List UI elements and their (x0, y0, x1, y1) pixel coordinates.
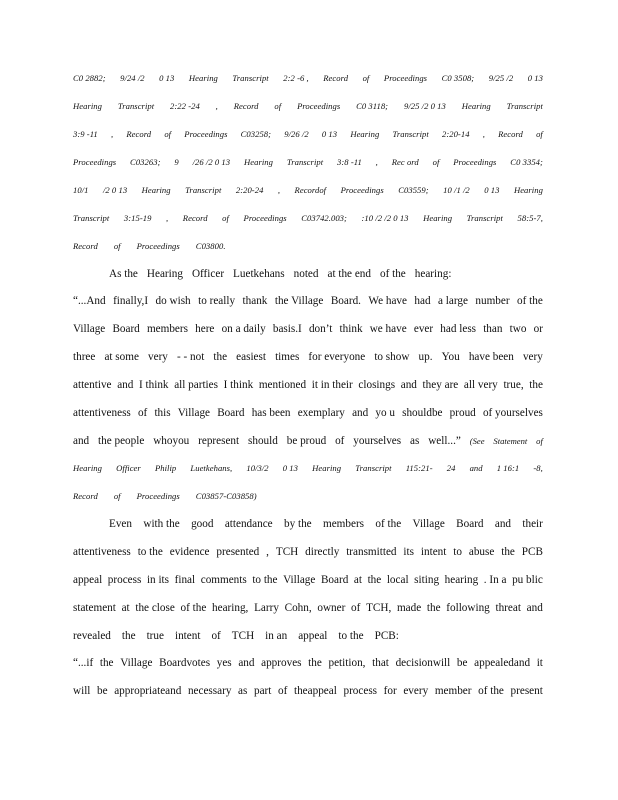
word: presented (216, 546, 260, 558)
quote-line (73, 351, 543, 363)
word: 9/24 /2 (120, 73, 145, 83)
word: of (211, 630, 221, 642)
word: to really (198, 295, 236, 307)
paragraph-line (73, 574, 543, 586)
word: they are (422, 379, 459, 391)
word: threat (495, 602, 521, 614)
word: , (215, 101, 218, 111)
word: Rec ord (391, 157, 419, 167)
word: will (73, 685, 91, 697)
word: transmitted (346, 546, 397, 558)
word: the (308, 657, 322, 669)
word: 115:21- (405, 463, 433, 473)
word: of (536, 129, 543, 139)
word: number (475, 295, 510, 307)
word: theappeal (293, 685, 337, 697)
word: 58:5-7, (517, 213, 543, 223)
word: -8, (533, 463, 543, 473)
word: Hearing (350, 129, 380, 139)
word: You (441, 351, 460, 363)
word: Record (73, 241, 98, 251)
word: attentive (73, 379, 112, 391)
word: the (426, 602, 441, 614)
word: Recordof (294, 185, 327, 195)
word: every (403, 685, 429, 697)
paragraph-line (73, 657, 543, 669)
word: process (343, 685, 378, 697)
word: that (372, 657, 389, 669)
word: Proceedings (453, 157, 497, 167)
word: :10 /2 /2 0 13 (361, 213, 409, 223)
word: this (154, 407, 171, 419)
citation-word: (See (469, 436, 485, 446)
word: Transcript (286, 157, 324, 167)
word: think (339, 323, 363, 335)
word: hearing (444, 574, 479, 586)
word: C0 3118; (356, 101, 389, 111)
word: C0 2882; (73, 73, 106, 83)
word: two (509, 323, 527, 335)
word: Luetkehans (233, 268, 285, 280)
word: 10/3/2 (246, 463, 269, 473)
word: to the (252, 574, 278, 586)
word: at (121, 602, 130, 614)
word: yourselves (353, 435, 402, 447)
word: thank (242, 295, 268, 307)
word: abuse (468, 546, 495, 558)
word: Larry (254, 602, 279, 614)
word: Record (233, 101, 259, 111)
word: We have (368, 295, 407, 307)
word: 0 13 (321, 129, 338, 139)
word: owner (317, 602, 346, 614)
word: Officer (116, 463, 141, 473)
quote-line (73, 295, 543, 307)
word: shouldbe (402, 407, 443, 419)
word: the (213, 351, 228, 363)
word: and (526, 602, 543, 614)
word: hearing: (414, 268, 452, 280)
word: three (73, 351, 96, 363)
word: following (446, 602, 490, 614)
word: of (432, 157, 440, 167)
word: finally,I (113, 295, 149, 307)
word: Hearing (146, 268, 183, 280)
word: of (278, 685, 288, 697)
word: , (266, 546, 269, 558)
word: approves (261, 657, 302, 669)
word: , (375, 157, 378, 167)
paragraph-line (73, 685, 543, 697)
word: petition, (328, 657, 366, 669)
word: Board. (330, 295, 361, 307)
word: has been (251, 407, 291, 419)
word: C03800. (195, 241, 226, 251)
word: Board (217, 407, 245, 419)
word: 2:22 -24 (170, 101, 200, 111)
word: in its (146, 574, 170, 586)
word: Hearing (513, 185, 543, 195)
word: , (277, 185, 281, 195)
word: Record (182, 213, 208, 223)
word: the (121, 630, 136, 642)
citation-line (73, 101, 543, 111)
word: times (275, 351, 300, 363)
word: and (400, 379, 417, 391)
word: Hearing (243, 157, 273, 167)
word: Proceedings (73, 157, 117, 167)
word: at some (104, 351, 139, 363)
intro-line (109, 268, 452, 280)
word: Board (456, 518, 484, 530)
quote-line (73, 379, 543, 391)
word: 2:20-24 (235, 185, 264, 195)
word: 9/25 /2 (488, 73, 514, 83)
word: , (166, 213, 169, 223)
word: 3:9 -11 (73, 129, 98, 139)
word: pu blic (512, 574, 543, 586)
word: Luetkehans, (190, 463, 233, 473)
word: yo u (375, 407, 395, 419)
word: than (483, 323, 503, 335)
word: evidence (169, 546, 210, 558)
word: the Village (274, 295, 324, 307)
word: /2 0 13 (102, 185, 128, 195)
word: Proceedings (243, 213, 287, 223)
word: Even (109, 518, 132, 530)
word: and (238, 657, 255, 669)
word: C03263; (130, 157, 161, 167)
word: members (146, 323, 188, 335)
word: intent (420, 546, 447, 558)
word: PCB: (374, 630, 399, 642)
word: at (353, 574, 362, 586)
citation-line (73, 129, 543, 139)
word: TCH, (366, 602, 392, 614)
word: Transcript (466, 213, 503, 223)
word: and (469, 463, 483, 473)
word: Hearing (73, 463, 102, 473)
citation-line (73, 73, 543, 83)
word: siting (414, 574, 440, 586)
paragraph-line (109, 518, 543, 530)
word: of (222, 213, 229, 223)
word: Hearing (423, 213, 453, 223)
word: well...” (428, 435, 461, 447)
quote-citation-line (73, 463, 543, 473)
word: decisionwill (395, 657, 451, 669)
word: C0 3354; (510, 157, 543, 167)
word: C03857-C03858) (195, 491, 257, 501)
word: proud (449, 407, 476, 419)
word: attentiveness (73, 407, 131, 419)
word: whoyou (153, 435, 190, 447)
word: of the (379, 268, 406, 280)
word: revealed (73, 630, 111, 642)
word: Philip (154, 463, 177, 473)
word: of (113, 241, 121, 251)
word: as (238, 685, 248, 697)
word: true, (503, 379, 524, 391)
word: 2:2 -6 , (283, 73, 309, 83)
word: 10/1 (73, 185, 89, 195)
word: and (494, 518, 512, 530)
word: As the (109, 268, 138, 280)
word: up. (418, 351, 433, 363)
word: and (117, 379, 134, 391)
citation-word: of (536, 436, 543, 446)
word: the close (135, 602, 175, 614)
word: of the (517, 295, 543, 307)
paragraph-line (73, 602, 543, 614)
word: Record (126, 129, 152, 139)
word: as (410, 435, 420, 447)
word: yes (216, 657, 232, 669)
word: of the (180, 602, 207, 614)
word: of (137, 407, 148, 419)
word: Hearing (73, 101, 102, 111)
word: be proud (286, 435, 327, 447)
word: we have (369, 323, 407, 335)
word: good (191, 518, 214, 530)
word: PCB (521, 546, 543, 558)
word: I think (223, 379, 254, 391)
quote-citation-line (73, 491, 543, 501)
word: 9/26 /2 (284, 129, 309, 139)
word: of the (478, 685, 504, 697)
word: for everyone (308, 351, 366, 363)
word: Transcript (73, 213, 110, 223)
word: Record (323, 73, 349, 83)
word: should (248, 435, 278, 447)
word: Cohn, (284, 602, 312, 614)
word: Board (112, 323, 140, 335)
word: very (522, 351, 543, 363)
word: 2:20-14 (441, 129, 470, 139)
word: Transcript (355, 463, 392, 473)
word: - - not (176, 351, 205, 363)
word: Hearing (141, 185, 171, 195)
word: 9/25 /2 0 13 (403, 101, 446, 111)
word: Village (120, 657, 153, 669)
word: attentiveness (73, 546, 131, 558)
word: of (164, 129, 172, 139)
word: Proceedings (383, 73, 428, 83)
word: it (536, 657, 543, 669)
word: TCH (275, 546, 299, 558)
word: had (414, 295, 431, 307)
word: appeal (298, 630, 328, 642)
word: its (403, 546, 414, 558)
word: Hearing (461, 101, 491, 111)
word: “...if (73, 657, 94, 669)
word: present (510, 685, 543, 697)
word: have been (468, 351, 514, 363)
word: Boardvotes (159, 657, 211, 669)
word: Proceedings (184, 129, 228, 139)
word: directly (305, 546, 340, 558)
word: Transcript (232, 73, 269, 83)
word: ever (413, 323, 434, 335)
word: statement (73, 602, 116, 614)
word: Officer (191, 268, 225, 280)
word: Proceedings (136, 491, 180, 501)
word: Board (320, 574, 349, 586)
word: Village (73, 323, 106, 335)
word: Village (177, 407, 211, 419)
word: , (482, 129, 485, 139)
word: mentioned (258, 379, 307, 391)
word: had less (440, 323, 477, 335)
word: appropriateand (114, 685, 182, 697)
word: the (529, 379, 543, 391)
word: part (254, 685, 272, 697)
citation-line (73, 157, 543, 167)
word: represent (198, 435, 240, 447)
quote-end-line (73, 435, 543, 447)
word: 0 13 (159, 73, 175, 83)
word: here (195, 323, 215, 335)
word: TCH (231, 630, 255, 642)
word: very (148, 351, 168, 363)
word: on a daily (221, 323, 266, 335)
word: of (113, 491, 121, 501)
word: “...And (73, 295, 106, 307)
word: 0 13 (527, 73, 543, 83)
word: true (146, 630, 164, 642)
quote-line (73, 323, 543, 335)
word: for (383, 685, 397, 697)
word: 3:8 -11 (337, 157, 362, 167)
word: , (110, 129, 114, 139)
word: 1 16:1 (496, 463, 520, 473)
word: members (323, 518, 365, 530)
word: /26 /2 0 13 (192, 157, 231, 167)
word: appeal (73, 574, 103, 586)
word: to (453, 546, 462, 558)
word: Village (412, 518, 445, 530)
word: Hearing (312, 463, 342, 473)
word: hearing, (212, 602, 249, 614)
word: final (174, 574, 196, 586)
word: 3:15-19 (123, 213, 152, 223)
word: Record (73, 491, 98, 501)
paragraph-line (73, 630, 543, 642)
citation-line (73, 213, 543, 223)
word: exemplary (297, 407, 345, 419)
word: Transcript (185, 185, 222, 195)
word: C03742.003; (301, 213, 347, 223)
word: the (501, 546, 515, 558)
word: Transcript (117, 101, 155, 111)
word: . In a (483, 574, 507, 586)
word: process (107, 574, 142, 586)
word: in an (265, 630, 288, 642)
citation-word: Statement (493, 436, 528, 446)
word: Proceedings (297, 101, 341, 111)
word: noted (293, 268, 319, 280)
word: to the (338, 630, 364, 642)
word: to show (374, 351, 410, 363)
word: closings (358, 379, 396, 391)
word: be (97, 685, 108, 697)
word: 24 (446, 463, 456, 473)
word: of (335, 435, 345, 447)
word: Transcript (392, 129, 429, 139)
word: and (352, 407, 369, 419)
word: 0 13 (484, 185, 500, 195)
word: 0 13 (282, 463, 298, 473)
word: of yourselves (482, 407, 543, 419)
word: C03559; (398, 185, 429, 195)
word: Proceedings (136, 241, 180, 251)
word: C03258; (240, 129, 272, 139)
word: it in their (311, 379, 353, 391)
word: easiest (236, 351, 266, 363)
citation-line (73, 185, 543, 195)
word: 10 /1 /2 (443, 185, 470, 195)
word: and (73, 435, 90, 447)
citation-line (73, 241, 543, 251)
word: with the (143, 518, 180, 530)
word: by the (284, 518, 312, 530)
word: the (367, 574, 382, 586)
word: all parties (174, 379, 218, 391)
paragraph-line (73, 546, 543, 558)
word: of (274, 101, 282, 111)
word: Village (283, 574, 316, 586)
word: attendance (224, 518, 273, 530)
word: be (456, 657, 468, 669)
word: intent (174, 630, 201, 642)
word: of (351, 602, 361, 614)
word: to the (137, 546, 163, 558)
word: made (396, 602, 422, 614)
word: do wish (155, 295, 191, 307)
word: of (362, 73, 370, 83)
word: basis.I (272, 323, 302, 335)
word: a large (438, 295, 468, 307)
word: all very (463, 379, 498, 391)
word: Proceedings (340, 185, 384, 195)
word: or (533, 323, 543, 335)
word: Transcript (506, 101, 543, 111)
word: 9 (174, 157, 179, 167)
word: I think (139, 379, 169, 391)
word: of the (375, 518, 402, 530)
word: member (434, 685, 472, 697)
word: C0 3508; (441, 73, 475, 83)
word: Record (498, 129, 523, 139)
quote-line (73, 407, 543, 419)
word: the (99, 657, 114, 669)
word: appealedand (474, 657, 531, 669)
word: their (522, 518, 543, 530)
word: don’t (308, 323, 333, 335)
word: the people (98, 435, 145, 447)
word: local (386, 574, 409, 586)
word: Hearing (188, 73, 218, 83)
word: at the end (327, 268, 371, 280)
word: comments (200, 574, 247, 586)
word: necessary (187, 685, 232, 697)
